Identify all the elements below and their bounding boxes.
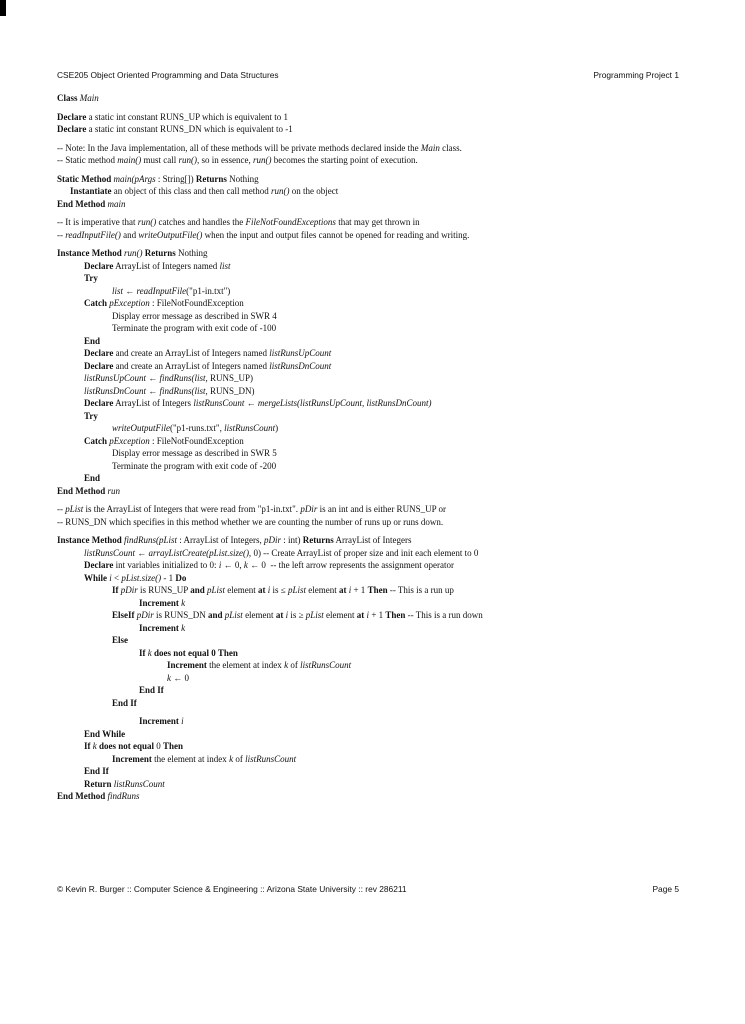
code-segment: End Method: [57, 791, 108, 801]
code-segment: findRuns(list,: [159, 373, 208, 383]
code-segment: End Method: [57, 198, 108, 209]
code-segment: Then: [367, 585, 388, 595]
code-segment: listRunsUpCount: [84, 373, 147, 383]
code-line: [57, 485, 697, 498]
code-segment: readInputFile(): [65, 229, 121, 240]
code-segment: and: [120, 229, 139, 240]
code-segment: -- Note: In the Java implementation, all of these methods will be private methods declared inside the: [57, 142, 421, 153]
code-segment: -- It is imperative that: [57, 217, 138, 227]
page-number: Page 5: [652, 884, 679, 894]
code-segment: ←: [135, 547, 149, 558]
code-segment: k: [284, 660, 289, 670]
code-segment: i: [285, 610, 289, 620]
code-segment: Returns: [195, 173, 227, 184]
code-segment: element: [242, 610, 276, 620]
code-segment: Instance Method: [57, 535, 124, 545]
code-line: [57, 447, 697, 460]
code-segment: element: [323, 610, 357, 620]
code-segment: : FileNotFoundException: [149, 435, 244, 446]
code-segment: pList: [206, 585, 225, 595]
code-segment: Static Method: [57, 173, 114, 184]
code-segment: + 1: [369, 610, 386, 620]
code-segment: i: [366, 610, 370, 620]
code-segment: Display error message as described in SWR 4: [112, 310, 277, 321]
code-segment: -- Static method: [57, 155, 118, 165]
code-segment: Class: [57, 93, 80, 103]
code-line: [57, 410, 697, 423]
code-segment: listRunsCount: [84, 547, 136, 558]
code-segment: ←: [146, 373, 160, 383]
code-segment: Catch: [84, 435, 110, 446]
code-segment: i: [181, 716, 184, 726]
code-segment: k: [167, 672, 171, 683]
code-segment: readInputFile: [136, 285, 187, 296]
code-segment: k: [181, 622, 186, 633]
code-segment: at: [356, 610, 365, 620]
code-segment: Instantiate: [70, 186, 112, 196]
code-segment: pException: [109, 435, 150, 446]
code-segment: ElseIf: [112, 610, 137, 620]
code-segment: listRunsCount: [193, 398, 245, 408]
code-segment: -- RUNS_DN which specifies in this method whether we are counting the number of runs up or runs down.: [57, 516, 444, 527]
code-line: [57, 422, 697, 435]
code-segment: is RUNS_DN: [153, 610, 209, 620]
code-line: [57, 297, 697, 310]
code-segment: ): [275, 423, 279, 433]
code-segment: listRunsCount: [224, 423, 276, 433]
code-segment: -- This is a run down: [405, 610, 483, 620]
code-segment: a static int constant RUNS_UP which is equivalent to 1: [86, 111, 288, 122]
code-segment: Declare: [84, 348, 114, 358]
code-segment: Return: [84, 778, 114, 789]
code-line: [57, 778, 697, 791]
code-segment: of: [288, 660, 301, 670]
code-segment: Declare: [84, 360, 114, 371]
code-segment: k: [243, 560, 248, 570]
code-segment: Returns: [144, 248, 176, 258]
code-segment: ArrayList of Integers: [113, 398, 194, 408]
code-segment: main(pArgs: [113, 173, 156, 184]
code-line: [57, 216, 697, 229]
code-segment: listRunsCount: [245, 753, 297, 764]
code-segment: --: [57, 229, 66, 240]
code-line: [57, 572, 697, 585]
code-segment: Returns: [302, 535, 334, 545]
code-segment: at: [275, 610, 286, 620]
code-segment: listRunsDnCount: [269, 360, 332, 371]
code-line: [57, 697, 697, 710]
code-line: [57, 715, 697, 728]
code-segment: - 1: [161, 572, 176, 583]
code-segment: ArrayList of Integers named: [113, 260, 220, 271]
code-line: [57, 534, 697, 547]
code-segment: writeOutputFile: [112, 423, 170, 433]
code-segment: If: [112, 585, 121, 595]
code-segment: ("p1-in.txt"): [186, 285, 231, 296]
code-segment: Nothing: [226, 173, 259, 184]
code-segment: ← 0: [171, 672, 189, 683]
code-segment: i: [267, 585, 271, 595]
code-segment: End: [84, 473, 101, 483]
code-line: [57, 372, 697, 385]
code-segment: RUNS_UP): [207, 373, 254, 383]
code-segment: i: [348, 585, 352, 595]
code-segment: at: [257, 585, 268, 595]
code-segment: list: [219, 260, 231, 271]
code-segment: ←: [123, 285, 137, 296]
code-segment: ArrayList of Integers: [333, 535, 412, 545]
code-segment: Else: [112, 635, 129, 645]
code-segment: pList.size(): [121, 572, 162, 583]
code-segment: findRuns(list,: [159, 385, 208, 396]
code-segment: pList: [287, 585, 306, 595]
code-segment: k: [92, 741, 97, 751]
code-segment: an object of this class and then call method: [111, 186, 271, 196]
code-segment: --: [57, 504, 66, 514]
code-segment: Main: [420, 142, 440, 153]
code-segment: element: [224, 585, 258, 595]
code-segment: int variables initialized to 0:: [113, 560, 219, 570]
code-segment: catches and handles the: [156, 217, 246, 227]
code-segment: run(): [178, 155, 197, 165]
code-segment: k: [229, 753, 234, 764]
code-segment: is RUNS_UP: [137, 585, 191, 595]
code-segment: Terminate the program with exit code of -100: [112, 323, 277, 333]
code-segment: listRunsUpCount: [269, 348, 332, 358]
code-segment: run(): [270, 186, 290, 196]
code-segment: the element at index: [151, 753, 230, 764]
code-line: [57, 516, 697, 529]
code-segment: ← 0,: [221, 560, 244, 570]
code-line: [57, 672, 697, 685]
code-segment: writeOutputFile(): [138, 229, 203, 240]
code-line: [57, 435, 697, 448]
code-segment: FileNotFoundExceptions: [245, 217, 336, 227]
code-segment: Declare: [57, 111, 87, 122]
code-segment: : int): [281, 535, 303, 545]
code-segment: : ArrayList of Integers,: [177, 535, 264, 545]
code-segment: of: [233, 753, 246, 764]
code-segment: main(): [117, 155, 142, 165]
code-segment: mergeLists(listRunsUpCount, listRunsDnCount): [257, 398, 432, 408]
code-line: [57, 142, 697, 155]
code-line: [57, 547, 697, 560]
code-segment: Display error message as described in SWR 5: [112, 448, 277, 458]
code-line: [57, 198, 697, 211]
code-line: [57, 335, 697, 348]
code-segment: Increment: [112, 753, 152, 764]
code-segment: + 1: [351, 585, 368, 595]
code-segment: is ≥: [288, 610, 306, 620]
code-segment: If: [139, 647, 148, 658]
code-line: [57, 154, 697, 167]
code-segment: Increment: [139, 622, 182, 633]
code-line: [57, 472, 697, 485]
code-segment: Increment: [167, 660, 207, 670]
code-line: [57, 111, 697, 124]
code-segment: Try: [84, 410, 98, 421]
code-line: [57, 728, 697, 741]
code-segment: Then: [385, 610, 406, 620]
code-line: [57, 285, 697, 298]
code-segment: Declare: [84, 398, 114, 408]
code-line: [57, 634, 697, 647]
code-segment: Declare: [84, 260, 114, 271]
code-segment: on the object: [289, 186, 339, 196]
code-line: [57, 397, 697, 410]
code-segment: , so in essence,: [197, 155, 253, 165]
code-segment: End If: [84, 766, 109, 776]
scan-edge-mark: [0, 0, 6, 16]
code-segment: pList: [305, 610, 324, 620]
code-line: [57, 360, 697, 373]
code-segment: k: [181, 597, 186, 608]
code-line: [57, 584, 697, 597]
code-segment: main: [107, 198, 126, 209]
code-segment: pException: [109, 298, 150, 308]
code-line: [57, 622, 697, 635]
code-segment: i: [218, 560, 222, 570]
code-segment: findRuns: [107, 791, 140, 801]
code-line: [57, 753, 697, 766]
code-segment: Then: [163, 741, 184, 751]
code-segment: list: [112, 285, 124, 296]
code-segment: the element at index: [206, 660, 285, 670]
code-segment: and create an ArrayList of Integers named: [113, 348, 270, 358]
code-segment: does not equal 0 Then: [151, 647, 238, 658]
code-segment: : String[]): [155, 173, 196, 184]
code-segment: End: [84, 335, 101, 346]
code-segment: Declare: [84, 560, 114, 570]
code-segment: -- This is a run up: [387, 585, 454, 595]
code-line: [57, 609, 697, 622]
code-segment: Declare: [57, 124, 87, 134]
code-segment: End While: [84, 728, 126, 739]
code-segment: Increment: [139, 597, 182, 608]
code-segment: ← 0 -- the left arrow represents the assignment operator: [247, 560, 455, 570]
code-segment: Try: [84, 273, 98, 283]
code-line: [57, 765, 697, 778]
code-line: [57, 229, 697, 242]
code-segment: when the input and output files cannot be opened for reading and writing.: [202, 229, 470, 240]
code-segment: pList: [65, 504, 84, 514]
code-line: [57, 740, 697, 753]
code-segment: is ≤: [270, 585, 288, 595]
code-segment: Main: [79, 93, 99, 103]
code-segment: Nothing: [175, 248, 208, 258]
code-segment: k: [147, 647, 152, 658]
code-segment: a static int constant RUNS_DN which is equivalent to -1: [86, 124, 293, 134]
code-segment: run(): [253, 155, 272, 165]
code-segment: arrayListCreate(pList.size(),: [148, 547, 252, 558]
code-segment: and: [208, 610, 225, 620]
code-line: [57, 659, 697, 672]
code-line: [57, 185, 697, 198]
code-line: [57, 173, 697, 186]
pseudocode-body: [57, 92, 697, 803]
code-segment: findRuns(pList: [124, 535, 178, 545]
code-segment: is the ArrayList of Integers that were read from "p1-in.txt".: [83, 504, 301, 514]
code-segment: pDir: [300, 504, 318, 514]
code-segment: End If: [139, 685, 164, 695]
code-segment: run(): [137, 217, 157, 227]
code-line: [57, 322, 697, 335]
code-line: [57, 92, 697, 105]
code-segment: End If: [112, 697, 137, 708]
code-segment: Do: [175, 572, 187, 583]
code-line: [57, 347, 697, 360]
code-segment: Terminate the program with exit code of -200: [112, 460, 277, 471]
code-line: [57, 385, 697, 398]
header-project-title: Programming Project 1: [593, 70, 679, 80]
code-segment: is an int and is either RUNS_UP or: [317, 504, 446, 514]
code-segment: pDir: [120, 585, 138, 595]
footer-copyright: © Kevin R. Burger :: Computer Science & Engineering :: Arizona State University :: rev 286211: [57, 884, 407, 894]
code-segment: RUNS_DN): [207, 385, 255, 396]
code-segment: run: [107, 485, 121, 496]
code-segment: must call: [141, 155, 179, 165]
code-segment: listRunsDnCount: [84, 385, 147, 396]
code-line: [57, 503, 697, 516]
code-segment: pDir: [264, 535, 282, 545]
code-segment: : FileNotFoundException: [149, 298, 244, 308]
code-segment: If: [84, 741, 93, 751]
code-segment: listRunsCount: [300, 660, 352, 670]
code-segment: 0) -- Create ArrayList of proper size and init each element to 0: [251, 547, 479, 558]
code-segment: ←: [244, 398, 258, 408]
code-segment: 0: [156, 741, 164, 751]
code-segment: listRunsCount: [113, 778, 165, 789]
code-segment: <: [111, 572, 122, 583]
code-segment: pList: [224, 610, 243, 620]
code-segment: ("p1-runs.txt",: [170, 423, 225, 433]
code-segment: class.: [439, 142, 462, 153]
code-line: [57, 272, 697, 285]
code-segment: pDir: [136, 610, 154, 620]
code-line: [57, 123, 697, 136]
code-segment: and: [190, 585, 207, 595]
code-segment: ←: [146, 385, 160, 396]
code-line: [57, 247, 697, 260]
code-segment: that may get thrown in: [335, 217, 420, 227]
code-line: [57, 647, 697, 660]
code-segment: Catch: [84, 298, 110, 308]
code-segment: run(): [124, 248, 143, 258]
code-line: [57, 790, 697, 803]
code-segment: While: [84, 572, 110, 583]
code-segment: Increment: [139, 716, 182, 726]
code-segment: and create an ArrayList of Integers named: [113, 360, 270, 371]
code-line: [57, 684, 697, 697]
code-segment: does not equal: [96, 741, 157, 751]
code-line: [57, 460, 697, 473]
code-segment: End Method: [57, 485, 108, 496]
code-line: [57, 260, 697, 273]
code-segment: at: [338, 585, 347, 595]
code-line: [57, 310, 697, 323]
code-segment: Instance Method: [57, 248, 124, 258]
code-line: [57, 597, 697, 610]
header-course-title: CSE205 Object Oriented Programming and Data Structures: [57, 70, 279, 80]
code-segment: i: [109, 572, 112, 583]
code-line: [57, 559, 697, 572]
code-segment: element: [305, 585, 339, 595]
code-segment: becomes the starting point of execution.: [271, 155, 418, 165]
